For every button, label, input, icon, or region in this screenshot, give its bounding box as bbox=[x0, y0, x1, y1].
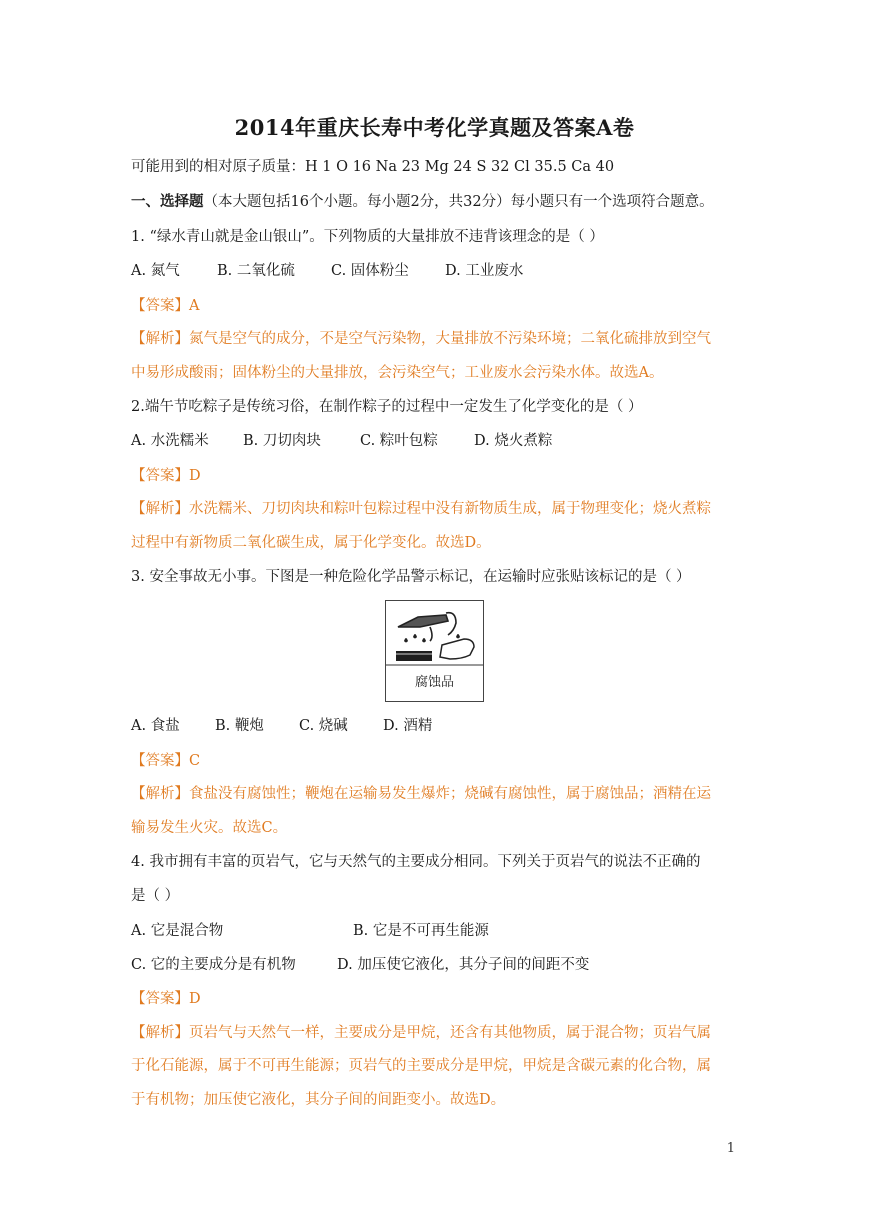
section-heading-line bbox=[131, 192, 741, 212]
question-2-options bbox=[131, 431, 741, 451]
option-a: A. 水洗糯米 bbox=[131, 433, 209, 449]
atomic-masses: 可能用到的相对原子质量：H 1 O 16 Na 23 Mg 24 S 32 Cl 35.5 Ca 40 bbox=[131, 159, 615, 175]
option-c: C. 它的主要成分是有机物 bbox=[131, 957, 296, 973]
question-3-analysis-line-2: 输易发生火灾。故选C。 bbox=[131, 820, 288, 836]
page-number: 1 bbox=[726, 1141, 735, 1156]
question-2-stem: 2.端午节吃粽子是传统习俗，在制作粽子的过程中一定发生了化学变化的是（ ） bbox=[131, 399, 643, 415]
option-d: D. 加压使它液化，其分子间的间距不变 bbox=[337, 957, 590, 973]
question-3-answer: 【答案】C bbox=[131, 753, 201, 769]
question-1-options bbox=[131, 261, 741, 281]
option-b: B. 二氧化硫 bbox=[217, 263, 295, 279]
option-a: A. 食盐 bbox=[131, 718, 180, 734]
question-4-analysis-line-1: 【解析】页岩气与天然气一样，主要成分是甲烷，还含有其他物质，属于混合物；页岩气属 bbox=[131, 1025, 711, 1041]
option-b: B. 刀切肉块 bbox=[243, 433, 321, 449]
section-heading: 一、选择题 bbox=[131, 193, 204, 210]
question-3-options bbox=[131, 716, 741, 736]
section-description: （本大题包括16个小题。每小题2分，共32分）每小题只有一个选项符合题意。 bbox=[203, 194, 714, 210]
option-b: B. 它是不可再生能源 bbox=[353, 923, 489, 939]
option-d: D. 烧火煮粽 bbox=[474, 433, 553, 449]
question-2-answer: 【答案】D bbox=[131, 468, 201, 484]
question-2-analysis-line-1: 【解析】水洗糯米、刀切肉块和粽叶包粽过程中没有新物质生成，属于物理变化；烧火煮粽 bbox=[131, 501, 711, 517]
question-4-analysis-line-2: 于化石能源，属于不可再生能源；页岩气的主要成分是甲烷，甲烷是含碳元素的化合物，属 bbox=[131, 1058, 711, 1074]
question-4-analysis-line-3: 于有机物；加压使它液化，其分子间的间距变小。故选D。 bbox=[131, 1092, 506, 1108]
question-3-analysis-line-1: 【解析】食盐没有腐蚀性；鞭炮在运输易发生爆炸；烧碱有腐蚀性，属于腐蚀品；酒精在运 bbox=[131, 786, 711, 802]
option-c: C. 粽叶包粽 bbox=[360, 433, 438, 449]
question-4-options-row-2 bbox=[131, 955, 741, 975]
option-a: A. 氮气 bbox=[131, 263, 180, 279]
question-3-stem: 3. 安全事故无小事。下图是一种危险化学品警示标记，在运输时应张贴该标记的是（ ） bbox=[131, 569, 691, 585]
question-1-stem: 1. “绿水青山就是金山银山”。下列物质的大量排放不违背该理念的是（ ） bbox=[131, 229, 604, 245]
page-title: 2014年重庆长寿中考化学真题及答案A卷 bbox=[234, 115, 635, 140]
question-4-answer: 【答案】D bbox=[131, 991, 201, 1007]
question-2-analysis-line-2: 过程中有新物质二氧化碳生成，属于化学变化。故选D。 bbox=[131, 535, 491, 551]
option-c: C. 烧碱 bbox=[299, 718, 348, 734]
option-d: D. 酒精 bbox=[383, 718, 433, 734]
option-d: D. 工业废水 bbox=[445, 263, 524, 279]
question-4-options-row-1 bbox=[131, 921, 741, 941]
option-a: A. 它是混合物 bbox=[131, 923, 224, 939]
question-1-analysis-line-2: 中易形成酸雨；固体粉尘的大量排放，会污染空气；工业废水会污染水体。故选A。 bbox=[131, 365, 664, 381]
option-b: B. 鞭炮 bbox=[215, 718, 264, 734]
question-4-stem-line-2: 是（ ） bbox=[131, 888, 180, 904]
option-c: C. 固体粉尘 bbox=[331, 263, 409, 279]
question-1-answer: 【答案】A bbox=[131, 298, 200, 314]
corrosive-warning-sign bbox=[385, 600, 484, 702]
figure-label: 腐蚀品 bbox=[414, 675, 454, 690]
question-4-stem-line-1: 4. 我市拥有丰富的页岩气，它与天然气的主要成分相同。下列关于页岩气的说法不正确的 bbox=[131, 854, 701, 870]
question-1-analysis-line-1: 【解析】氮气是空气的成分，不是空气污染物，大量排放不污染环境；二氧化硫排放到空气 bbox=[131, 331, 711, 347]
